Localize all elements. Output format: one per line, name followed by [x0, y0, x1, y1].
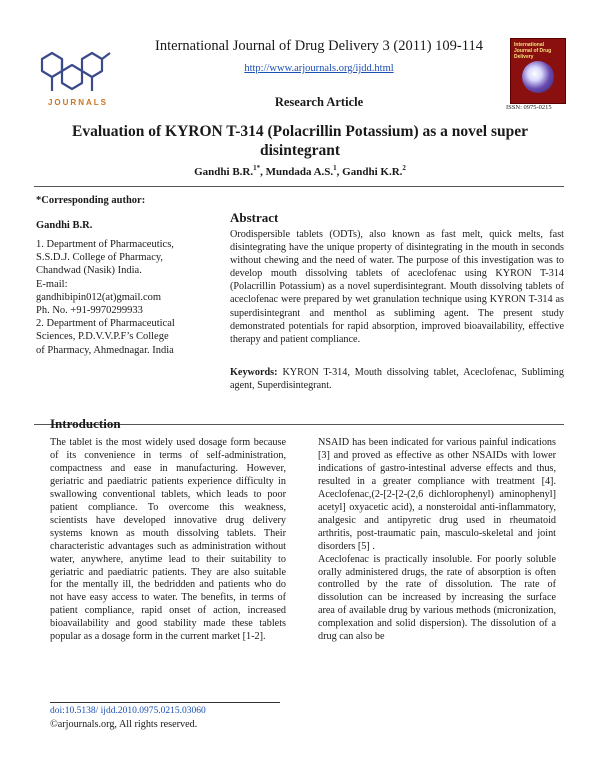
journal-url-link[interactable]: http://www.arjournals.org/ijdd.html: [244, 63, 394, 74]
author-affiliation-mark: 2: [402, 164, 406, 172]
affiliation-line: Chandwad (Nasik) India.: [36, 265, 142, 277]
introduction-column-left: The tablet is the most widely used dosage form because of its convenience in terms of self-administration, compactness and ease in manufacturing. However, geriatric and paediatric patients experience difficulty in swallowing conventional tablets, which leads to poor patient compliance. To overcome this weakness, scientists have developed innovative drug delivery systems known as mouth dissolving tablets. Their characteristic advantages such as administration without water, anywhere, anytime lead to their suitability to geriatric and paediatric patients. They are also suitable for the mentally ill, the bedridden and patients who do not have easy access to water. The benefits, in terms of patient compliance, rapid onset of action, increased bioavailability and good stability made these tablets popular as a dosage form in the current market [1-2].: [50, 437, 286, 643]
article-type: Research Article: [274, 95, 364, 109]
author-name: Gandhi K.R.: [342, 166, 403, 178]
journal-cover-image: [510, 38, 566, 104]
phone-number: Ph. No. +91-9970299933: [36, 305, 143, 317]
introduction-column-right: [318, 437, 556, 644]
paragraph: Aceclofenac is practically insoluble. For poorly soluble orally administered drugs, the rate of absorption is often controlled by the rate of dissolution. The rate of dissolution can be increased by increasing the surface area of available drug by various methods (micronization, complexation and solid dispersion). The dissolution of a drug can also be: [318, 553, 556, 643]
affiliation-line: Sciences, P.D.V.V.P.F’s College: [36, 331, 169, 343]
author-name: Mundada A.S.: [265, 166, 334, 178]
email-label: E-mail:: [36, 278, 68, 290]
cover-disc-graphic: [522, 61, 554, 93]
divider: [34, 186, 564, 187]
affiliation-line: 2. Department of Pharmaceutical: [36, 318, 175, 330]
footnote-rule: [50, 702, 280, 703]
affiliation-line: S.S.D.J. College of Pharmacy,: [36, 252, 164, 264]
abstract-text: Orodispersible tablets (ODTs), also known as fast melt, quick melts, fast disintegrating have the unique property of disintegrating in the mouth in seconds without chewing and the need of water. The purpose of this investigation was to develop mouth dissolving tablets of aceclofenac using KYRON T-314 (Polacrillin Potassium) as a novel superdisintegrant. Mouth dissolving tablets of aceclofenac were prepared by wet granulation technique using KYRON T-314 as superdisintegrant and menthol as subliming agent. The present study demonstrated potentials for rapid absorption, improved bioavailability, effective therapy and patient compliance.: [230, 229, 564, 345]
author-affiliation-mark: 1*: [253, 164, 261, 172]
doi-link[interactable]: doi:10.5138/ ijdd.2010.0975.0215.03060: [50, 706, 206, 716]
issn: ISSN: 0975-0215: [506, 104, 552, 111]
journal-title: International Journal of Drug Delivery 3 (2011) 109-114: [155, 38, 483, 54]
article-title: Evaluation of KYRON T-314 (Polacrillin Potassium) as a novel super disintegrant: [72, 123, 528, 159]
author-list: Gandhi B.R.$^{1*}$, Mundada A.S.$^1$, Gandhi K.R.$^2$: [194, 164, 406, 178]
introduction-heading: Introduction: [50, 416, 121, 431]
abstract-heading: Abstract: [230, 210, 279, 225]
email-address: gandhibipin012(at)gmail.com: [36, 291, 162, 303]
corresponding-author-details: [36, 238, 206, 357]
keywords-list: KYRON T-314, Mouth dissolving tablet, Aceclofenac, Subliming agent, Superdisintegrant.: [230, 367, 564, 392]
keywords: [230, 366, 564, 392]
paragraph: NSAID has been indicated for various painful indications [3] and proved as effective as other NSAIDs with lower indications of gastro-intestinal adverse effects and thus, resulted in a greater compliance with treatment [4]. Aceclofenac,(2-[2-[2-(2,6 dichlorophenyl) aminophenyl] acetyl] oxyacetic acid), a nonsteroidal anti-inflammatory, analgesic and antipyretic drug used in rheumatoid arthritis, post-traumatic pain, masculo-skeletal and joint disorders [5] .: [318, 437, 556, 552]
corresponding-author-name: Gandhi B.R.: [36, 220, 93, 231]
corresponding-author-heading: *Corresponding author:: [36, 195, 146, 206]
cover-title: International Journal of Drug Delivery: [514, 42, 552, 60]
author-name: Gandhi B.R.: [194, 166, 254, 178]
copyright-notice: ©arjournals.org, All rights reserved.: [50, 719, 198, 730]
affiliation-line: of Pharmacy, Ahmednagar. India: [36, 344, 174, 356]
keywords-label: Keywords:: [230, 367, 278, 378]
logo-wordmark: JOURNALS: [47, 98, 108, 107]
author-affiliation-mark: 1: [333, 164, 337, 172]
affiliation-line: 1. Department of Pharmaceutics,: [36, 239, 174, 250]
